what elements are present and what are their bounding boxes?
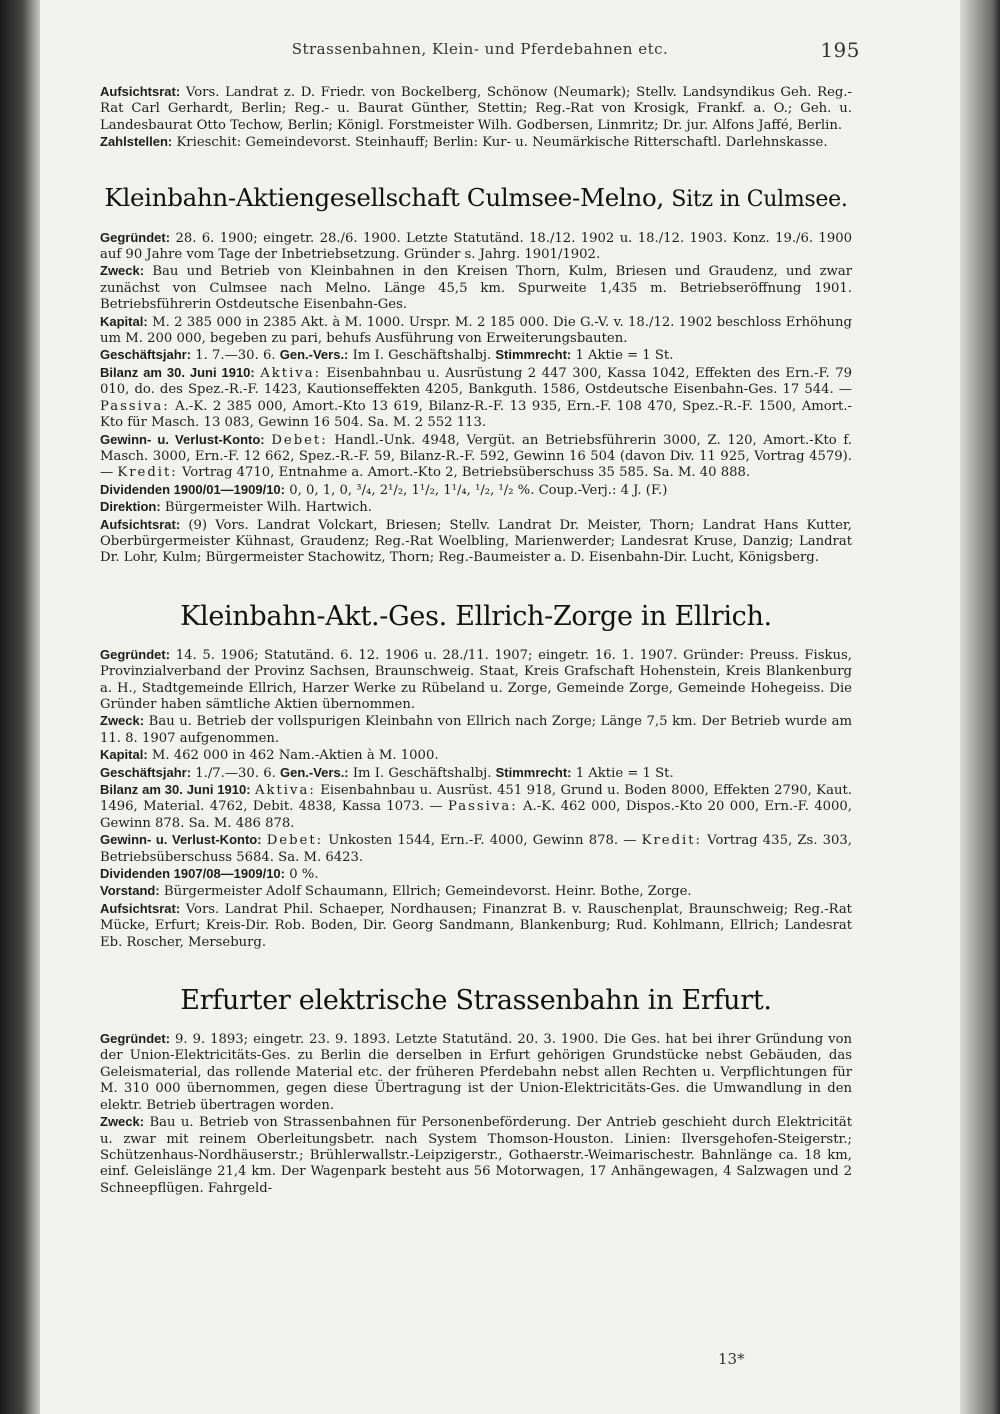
culmsee-direktion (100, 499, 852, 516)
field-text: A.-K. 2 385 000, Amort.-Kto 13 619, Bilanz-R.-F. 13 935, Ern.-F. 108 470, Spez.-R.-F. 1500, Amort.-Kto für Masch. 13 083, Gewinn 16 504. Sa. M. 2 552 113. (100, 398, 852, 431)
field-label: Stimmrecht: (495, 347, 572, 363)
ellrich-gegruendet (100, 647, 852, 714)
scan-shadow-right (960, 0, 1000, 1414)
field-label: Kapital: (100, 313, 148, 329)
heading-main: Kleinbahn-Aktiengesellschaft Culmsee-Melno, (104, 182, 664, 212)
aktiva-word: Aktiva: (260, 365, 322, 381)
field-label: Zahlstellen: (100, 134, 173, 150)
field-text: 28. 6. 1900; eingetr. 28./6. 1900. Letzte Statutänd. 18./12. 1902 u. 18./12. 1903. Konz. 19./6. 1900 auf 90 Jahre vom Tage der Inbetriebsetzung. Gründer s. Jahrg. 1901/1902. (100, 230, 852, 263)
field-text: Im I. Geschäftshalbj. (352, 348, 492, 364)
field-text: Bürgermeister Adolf Schaumann, Ellrich; Gemeindevorst. Heinr. Bothe, Zorge. (163, 884, 692, 900)
entry-heading-erfurt (100, 985, 852, 1017)
field-label: Gegründet: (100, 646, 171, 662)
ellrich-dividenden (100, 866, 852, 883)
signature-mark: 13* (718, 1350, 745, 1368)
field-label: Gewinn- u. Verlust-Konto: (100, 431, 265, 447)
field-text: Bürgermeister Wilh. Hartwich. (164, 500, 372, 516)
ellrich-geschaeftsjahr (100, 765, 852, 782)
culmsee-geschaeftsjahr (100, 347, 852, 364)
field-text: A.-K. 462 000, Dispos.-Kto 20 000, Ern.-F. 4000, Gewinn 878. Sa. M. 486 878. (100, 799, 853, 831)
heading-main: Erfurter elektrische Strassenbahn in Erfurt. (180, 985, 772, 1017)
field-text: M. 2 385 000 in 2385 Akt. à M. 1000. Urspr. M. 2 185 000. Die G.-V. v. 18./12. 1902 beschloss Erhöhung um M. 200 000, begeben zu pari, behufs Ausführung von Erweiterungsbauten. (100, 314, 852, 347)
entry-heading-culmsee (100, 182, 852, 216)
field-label: Gegründet: (100, 229, 171, 245)
culmsee-aufsichtsrat (100, 517, 852, 567)
heading-sub: Sitz in Culmsee. (671, 186, 848, 212)
field-label: Gen.-Vers.: (280, 764, 349, 780)
field-text: 1 Aktie = 1 St. (575, 765, 674, 781)
field-text: Bau und Betrieb von Kleinbahnen in den Kreisen Thorn, Kulm, Briesen und Graudenz, und zwar zunächst von Culmsee nach Melno. Länge 45,5 km. Spurweite 1,435 m. Betriebseröffnung 1901. Betriebsführerin Ostdeutsche Eisenbahn-Ges. (100, 264, 853, 313)
field-label: Gen.-Vers.: (279, 347, 349, 363)
field-text: 14. 5. 1906; Statutänd. 6. 12. 1906 u. 28./11. 1907; eingetr. 16. 1. 1907. Gründer: Preuss. Fiskus, Provinzialverband der Provinz Sachsen, Braunschweig. Staat, Kreis Grafschaft Hohenstein, Kreis Blankenburg a. H., Stadtgemeinde Ellrich, Harzer Werke zu Rübeland u. Zorge, Gemeinde Zorge, Gemeinde Hohegeiss. Die Gründer haben sämtliche Aktien übernommen. (100, 647, 852, 712)
ellrich-aufsichtsrat (100, 901, 852, 951)
debet-word: Debet: (266, 833, 324, 849)
culmsee-bilanz (100, 365, 852, 432)
kredit-word: Kredit: (641, 833, 702, 849)
field-label: Vorstand: (100, 883, 160, 899)
culmsee-guv (100, 432, 852, 482)
heading-main: Kleinbahn-Akt.-Ges. Ellrich-Zorge in Ellrich. (180, 600, 772, 632)
field-label: Kapital: (100, 747, 148, 763)
field-text: (9) Vors. Landrat Volckart, Briesen; Stellv. Landrat Dr. Meister, Thorn; Landrat Hans Kutter, Oberbürgermeister Kühnast, Graudenz; Reg.-Rat Woelbling, Marienwerder; Landesrat Kruse, Danzig; Landrat Dr. Lohr, Kulm; Bürgermeister Stachowitz, Thorn; Reg.-Baumeister a. D. Eisenbahn-Dir. Lucht, Königsberg. (100, 517, 852, 566)
field-text: 1./7.—30. 6. (195, 765, 276, 781)
prev-aufsichtsrat (100, 84, 852, 134)
field-text: 9. 9. 1893; eingetr. 23. 9. 1893. Letzte Statutänd. 20. 3. 1900. Die Ges. hat bei ihrer Gründung von der Union-Elektricitäts-Ges. zu Berlin die derselben in Erfurt gehörigen Grundstücke nebst Gebäuden, das Geleismaterial, das rollende Material etc. der früheren Pferdebahn nebst allen Rechten u. Verpflichtungen für M. 310 000 übernommen, gegen diese Übertragung ist der Union-Elektricitäts-Ges. die Umwandlung in den elektr. Betrieb übertragen worden. (100, 1032, 853, 1113)
erfurt-zweck (100, 1114, 852, 1197)
field-text: 0 %. (289, 867, 319, 883)
culmsee-gegruendet (100, 230, 852, 264)
culmsee-zweck (100, 263, 852, 313)
field-label: Aufsichtsrat: (100, 900, 181, 916)
field-label: Dividenden 1907/08—1909/10: (100, 866, 285, 882)
field-label: Geschäftsjahr: (100, 764, 192, 780)
field-label: Direktion: (100, 499, 161, 515)
field-text: Eisenbahnbau u. Ausrüstung 2 447 300, Kassa 1042, Effekten des Ern.-F. 79 010, do. des Spez.-R.-F. 1423, Kautionseffekten 4205, Bankguth. 1586, Ostdeutsche Eisenbahn-Ges. 17 544. — (100, 365, 852, 398)
running-header (100, 38, 860, 62)
field-text: Im I. Geschäftshalbj. (352, 765, 492, 781)
field-text: 1 Aktie = 1 St. (575, 348, 674, 364)
culmsee-kapital (100, 314, 852, 348)
field-label: Zweck: (100, 263, 145, 279)
field-text: Eisenbahnbau u. Ausrüst. 451 918, Grund u. Boden 8000, Effekten 2790, Kaut. 1496, Material. 4762, Debit. 4838, Kassa 1073. — (100, 783, 852, 815)
field-label: Dividenden 1900/01—1909/10: (100, 481, 285, 497)
field-text: Krieschit: Gemeindevorst. Steinhauff; Berlin: Kur- u. Neumärkische Ritterschaftl. Darlehnskasse. (176, 135, 828, 151)
entry-heading-ellrich (100, 601, 852, 633)
field-text: 0, 0, 1, 0, ³/₄, 2¹/₂, 1¹/₂, 1¹/₄, ¹/₂, ¹/₂ %. Coup.-Verj.: 4 J. (F.) (289, 482, 668, 498)
field-label: Geschäftsjahr: (100, 347, 192, 363)
prev-zahlstellen (100, 134, 852, 151)
field-text: Bau u. Betrieb der vollspurigen Kleinbahn von Ellrich nach Zorge; Länge 7,5 km. Der Betrieb wurde am 11. 8. 1907 aufgenommen. (100, 714, 852, 746)
field-text: Bau u. Betrieb von Strassenbahnen für Personenbeförderung. Der Antrieb geschieht durch Elektricität u. zwar mit reinem Oberleitungsbetr. nach System Thomson-Houston. Linien: Ilversgehofen-Steigerstr.; Schützenhaus-Nordhäuserstr.; Brühlerwallstr.-Leipzigerstr., Gothaerstr.-Weimarischestr. Bahnlänge ca. 18 km, einf. Geleislänge 21,4 km. Der Wagenpark besteht aus 56 Motorwagen, 17 Anhängewagen, 4 Salzwagen und 2 Schneepflügen. Fahrgeld- (100, 1115, 852, 1196)
field-label: Aufsichtsrat: (100, 516, 181, 532)
field-text: Vortrag 435, Zs. 303, Betriebsüberschuss 5684. Sa. M. 6423. (100, 833, 852, 865)
kredit-word: Kredit: (117, 465, 178, 481)
debet-word: Debet: (271, 432, 328, 448)
field-label: Stimmrecht: (495, 764, 572, 780)
passiva-word: Passiva: (448, 799, 518, 815)
field-text: 1. 7.—30. 6. (195, 348, 276, 364)
field-text: M. 462 000 in 462 Nam.-Aktien à M. 1000. (151, 748, 439, 764)
field-label: Bilanz am 30. Juni 1910: (100, 364, 255, 380)
running-title: Strassenbahnen, Klein- und Pferdebahnen etc. (291, 40, 669, 58)
culmsee-dividenden (100, 482, 852, 499)
scan-shadow-left (0, 0, 40, 1414)
aktiva-word: Aktiva: (254, 783, 316, 798)
field-label: Gegründet: (100, 1031, 171, 1047)
ellrich-zweck (100, 713, 852, 747)
ellrich-guv (100, 832, 852, 866)
field-text: Vors. Landrat Phil. Schaeper, Nordhausen; Finanzrat B. v. Rauschenplat, Braunschweig; Reg.-Rat Mücke, Erfurt; Kreis-Dir. Rob. Boden, Dir. Georg Sandmann, Blankenburg; Rud. Kohlmann, Ellrich; Landesrat Eb. Roscher, Merseburg. (100, 901, 852, 950)
field-label: Bilanz am 30. Juni 1910: (100, 782, 251, 797)
field-text: Vortrag 4710, Entnahme a. Amort.-Kto 2, Betriebsüberschuss 35 585. Sa. M. 40 888. (181, 465, 751, 481)
field-label: Aufsichtsrat: (100, 84, 181, 99)
page-content (100, 84, 852, 1197)
field-text: Handl.-Unk. 4948, Vergüt. an Betriebsführerin 3000, Z. 120, Amort.-Kto f. Masch. 3000, Ern.-F. 12 662, Spez.-R.-F. 59, Bilanz-R.-F. 592, Gewinn 16 504 (davon Div. 11 925, Vortrag 4579). — (100, 432, 852, 481)
ellrich-bilanz (100, 782, 852, 832)
erfurt-gegruendet (100, 1031, 852, 1114)
passiva-word: Passiva: (100, 398, 170, 414)
field-label: Zweck: (100, 1114, 145, 1130)
page-number: 195 (820, 38, 860, 62)
field-text: Vors. Landrat z. D. Friedr. von Bockelberg, Schönow (Neumark); Stellv. Landsyndikus Geh. Reg.-Rat Carl Gerhardt, Berlin; Reg.- u. Baurat Günther, Stettin; Reg.-Rat von Krosigk, Frankf. a. O.; Geh. u. Landesbaurat Otto Techow, Berlin; Königl. Forstmeister Wilh. Godbersen, Linmritz; Dr. jur. Alfons Jaffé, Berlin. (100, 85, 852, 133)
ellrich-vorstand (100, 883, 852, 900)
field-label: Zweck: (100, 713, 145, 729)
field-label: Gewinn- u. Verlust-Konto: (100, 832, 262, 848)
ellrich-kapital (100, 747, 852, 764)
field-text: Unkosten 1544, Ern.-F. 4000, Gewinn 878. — (328, 833, 637, 849)
